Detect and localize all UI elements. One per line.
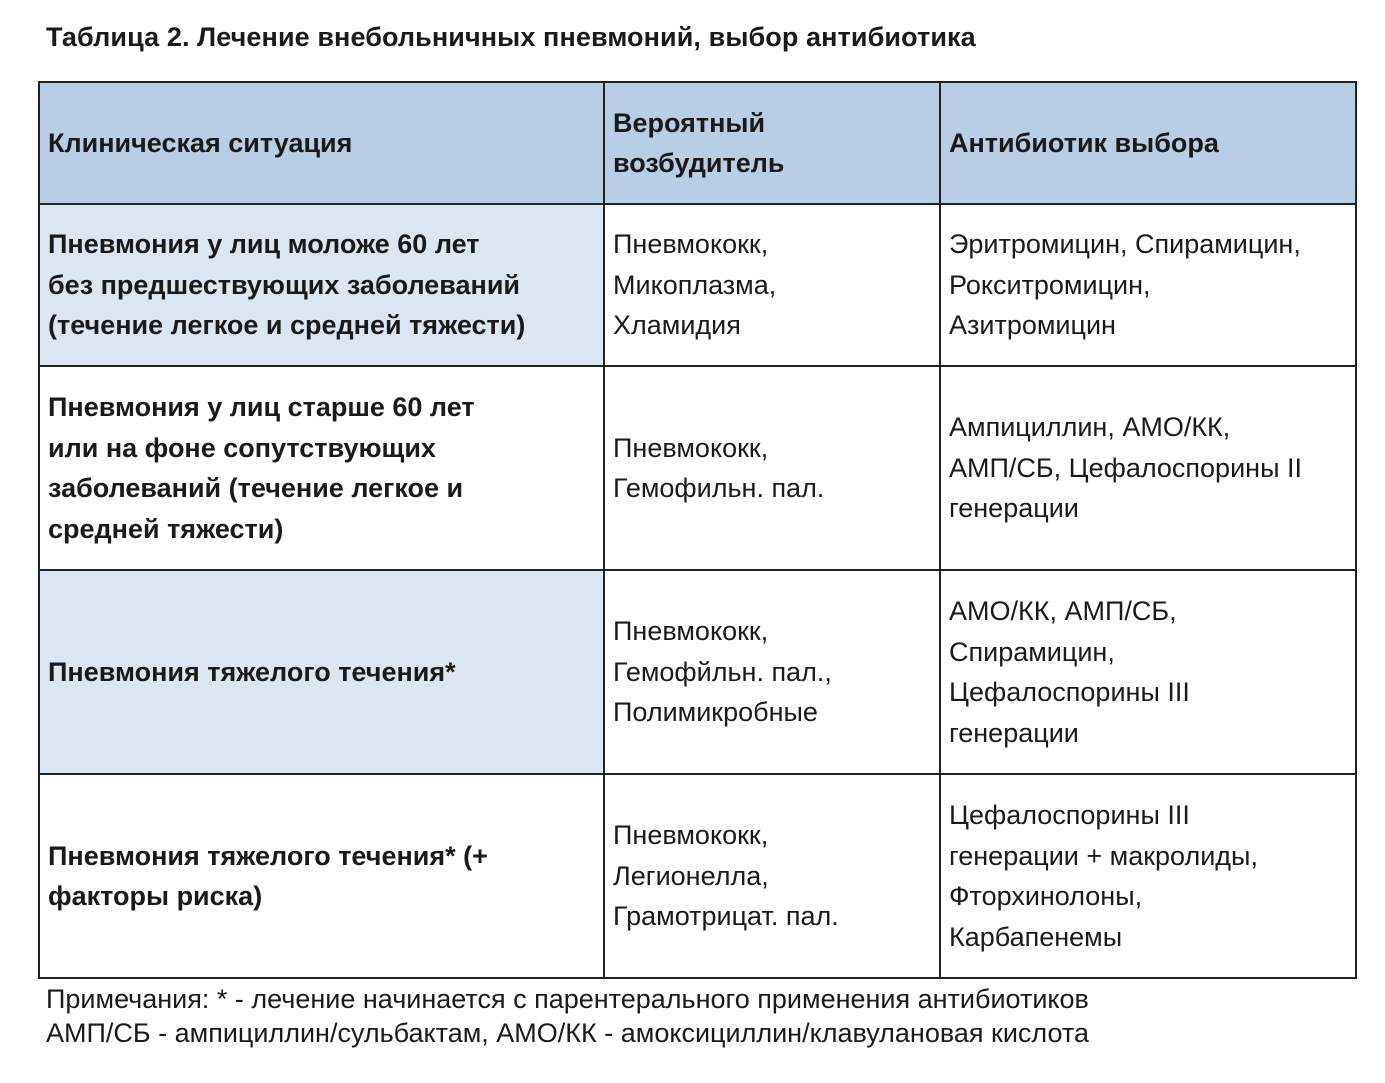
table-title: Таблица 2. Лечение внебольничных пневмоний, выбор антибиотика: [46, 22, 976, 52]
situation-cell: [39, 204, 604, 366]
antibiotic-cell: [940, 204, 1356, 366]
table-notes: [46, 982, 1089, 1050]
table-row: [39, 774, 1356, 978]
cell-line: Пневмония у лиц старше 60 лет: [48, 392, 475, 422]
cell-line: Ампициллин, АМО/КК,: [949, 412, 1231, 443]
cell-line: Пневмококк,: [613, 432, 769, 463]
header-pathogen: [604, 82, 940, 204]
cell-line: без предшествующих заболеваний: [48, 269, 521, 300]
header-pathogen-line: возбудитель: [613, 148, 785, 178]
cell-line: Рокситромицин,: [949, 269, 1151, 300]
cell-line: Полимикробные: [613, 697, 818, 728]
table-row: [39, 204, 1356, 366]
cell-line: Пневмококк,: [613, 229, 769, 260]
antibiotic-cell: [940, 366, 1356, 570]
table-row: [39, 366, 1356, 570]
header-pathogen-line: Вероятный: [613, 107, 766, 138]
cell-line: Азитромицин: [949, 310, 1116, 341]
cell-line: (течение легкое и средней тяжести): [48, 310, 526, 341]
cell-line: АМО/КК, АМП/СБ,: [949, 596, 1177, 626]
cell-line: или на фоне сопутствующих: [48, 432, 436, 463]
pathogen-cell: [604, 570, 940, 774]
cell-line: Карбапенемы: [949, 921, 1123, 952]
cell-line: Пневмококк,: [613, 820, 769, 851]
antibiotic-cell: [940, 774, 1356, 978]
cell-line: заболеваний (течение легкое и: [48, 473, 464, 503]
cell-line: Цефалоспорины III: [949, 800, 1190, 830]
cell-line: Гемофильн. пал.: [613, 473, 825, 503]
notes-line: Примечания: * - лечение начинается с парентерального применения антибиотиков: [46, 984, 1089, 1014]
cell-line: Грамотрицат. пал.: [613, 901, 839, 932]
header-antibiotic: Антибиотик выбора: [940, 82, 1356, 204]
cell-line: генерации + макролиды,: [949, 840, 1258, 871]
pathogen-cell: [604, 774, 940, 978]
table-header-row: [39, 82, 1356, 204]
cell-line: Легионелла,: [613, 860, 769, 891]
antibiotic-cell: [940, 570, 1356, 774]
notes-line: АМП/СБ - ампициллин/сульбактам, АМО/КК - амоксициллин/клавулановая кислота: [46, 1018, 1089, 1048]
situation-cell: [39, 774, 604, 978]
cell-line: Цефалоспорины III: [949, 677, 1190, 707]
antibiotic-table: [38, 81, 1357, 979]
cell-line: генерации: [949, 717, 1079, 748]
cell-line: средней тяжести): [48, 513, 284, 544]
cell-line: генерации: [949, 493, 1079, 524]
cell-line: Пневмония у лиц моложе 60 лет: [48, 229, 480, 260]
cell-line: Микоплазма,: [613, 269, 777, 300]
situation-cell: [39, 570, 604, 774]
cell-line: АМП/СБ, Цефалоспорины II: [949, 452, 1302, 483]
header-situation: Клиническая ситуация: [39, 82, 604, 204]
table-row: [39, 570, 1356, 774]
situation-cell: [39, 366, 604, 570]
cell-line: факторы риска): [48, 881, 263, 911]
cell-line: Эритромицин, Спирамицин,: [949, 229, 1301, 260]
pathogen-cell: [604, 204, 940, 366]
cell-line: Гемофйльн. пал.,: [613, 656, 832, 687]
pathogen-cell: [604, 366, 940, 570]
cell-line: Пневмония тяжелого течения*: [48, 656, 456, 687]
cell-line: Хламидия: [613, 310, 741, 341]
cell-line: Спирамицин,: [949, 636, 1115, 667]
cell-line: Фторхинолоны,: [949, 881, 1143, 911]
cell-line: Пневмония тяжелого течения* (+: [48, 840, 488, 871]
cell-line: Пневмококк,: [613, 616, 769, 647]
